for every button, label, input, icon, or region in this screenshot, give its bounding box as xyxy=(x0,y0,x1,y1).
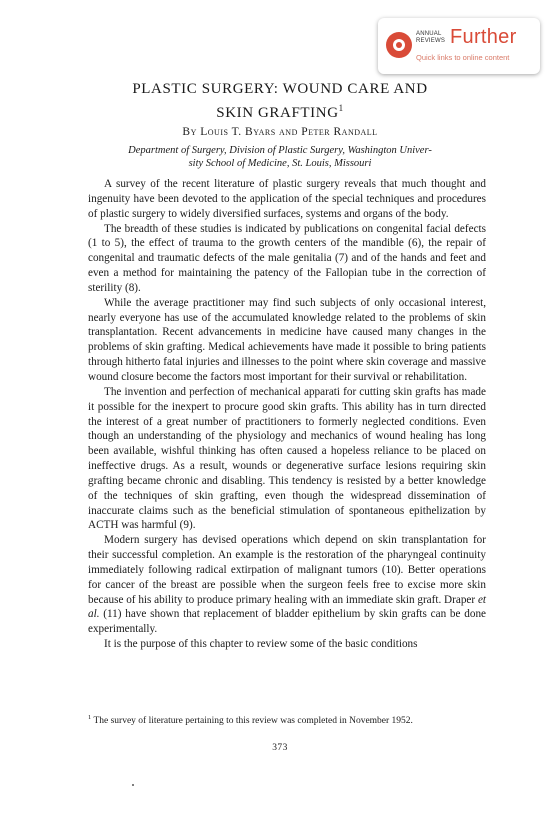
authors-and: and xyxy=(279,126,298,138)
affiliation-line1: Department of Surgery, Division of Plastic Surgery, Washington Univer- xyxy=(128,145,432,156)
body-paragraph-3: While the average practitioner may find such subjects of only occasional interest, nearly everyone has use of the accumulated knowledge related to the problems of skin transplantation. Recent advancements in medicine have caused many changes in the problems of skin grafting. Medical achievements have made it possible to bring patients through hitherto fatal injuries and illnesses to the point where skin coverage and massive wound closure become the factors most important for their survival or rehabilitation. xyxy=(88,296,486,383)
author-randall: Peter Randall xyxy=(301,126,378,138)
further-links-banner[interactable] xyxy=(378,18,540,74)
body-paragraph-6: It is the purpose of this chapter to review some of the basic conditions xyxy=(104,638,418,651)
article-title-line2 xyxy=(0,99,560,123)
article-authors xyxy=(0,126,560,138)
page-number: 373 xyxy=(272,743,288,753)
footnote-mark: 1 xyxy=(88,714,92,721)
paragraph-5-etal: et al. xyxy=(88,593,487,621)
article-title-line2-text: SKIN GRAFTING xyxy=(216,105,339,121)
further-brand xyxy=(416,31,445,45)
paragraph-5-tail: (11) have shown that replacement of bladder epithelium by skin grafts can be done experimentally. xyxy=(88,608,486,636)
authors-by: By xyxy=(182,126,197,138)
footnote-text: The survey of literature pertaining to this review was completed in November 1952. xyxy=(91,716,413,727)
further-title: Further xyxy=(450,26,517,48)
paragraph-5-lead: Modern surgery has devised operations which depend on skin transplantation for their successful completion. An example is the restoration of the pharyngeal continuity immediately following radical extirpation of malignant tumors (10). Better operations for cancer of the breast are possible when the surgeon feels free to excise more skin because of his ability to produce primary healing with an immediate skin graft. Draper xyxy=(88,534,486,606)
body-paragraph-2: The breadth of these studies is indicated by publications on congenital facial defects (1 to 5), the effect of trauma to the growth centers of the mandible (6), the repair of congenital and traumatic defects of the male genitalia (7) and of the hands and feet and even a method for maintaining the patency of the Fallopian tube in the correction of sterility (8). xyxy=(88,222,486,294)
body-paragraph-4: The invention and perfection of mechanical apparati for cutting skin grafts has made it possible for the inexpert to procure good skin grafts. This ability has in turn directed the interest of a great number of practitioners to formerly neglected conditions. Even though an understanding of the physiology and mechanics of wound healing has long been available, wishful thinking has often caused a hopeless reliance to be placed on ineffective drugs. As a result, wounds or degenerative surface lesions requiring skin grafting became chronic and disabling. This tendency is resisted by a better knowledge of the techniques of skin grafting, even though the widespread dissemination of inaccurate claims such as the beneficial stimulation of spontaneous epithelization by ACTH was harmful (9). xyxy=(88,385,486,532)
author-affiliation xyxy=(0,144,560,170)
article-body xyxy=(88,177,486,652)
title-footnote-mark[interactable]: 1 xyxy=(338,103,344,113)
article-title-line1: PLASTIC SURGERY: WOUND CARE AND xyxy=(132,81,428,97)
article-title xyxy=(0,80,560,123)
further-subtitle: Quick links to online content xyxy=(416,53,510,62)
annual-reviews-logo-icon xyxy=(386,32,412,58)
author-byars: Louis T. Byars xyxy=(200,126,276,138)
body-paragraph-1: A survey of the recent literature of plastic surgery reveals that much thought and ingenuity have been devoted to the application of the special techniques and procedures of plastic surgery to widely diversified surfaces, systems and organs of the body. xyxy=(88,178,486,220)
scan-speck xyxy=(132,784,134,786)
body-paragraph-5 xyxy=(88,533,486,637)
footnote xyxy=(88,711,486,728)
further-brand-line1: ANNUAL xyxy=(416,31,442,37)
further-brand-line2: REVIEWS xyxy=(416,38,446,44)
affiliation-line2: sity School of Medicine, St. Louis, Missouri xyxy=(188,158,372,169)
